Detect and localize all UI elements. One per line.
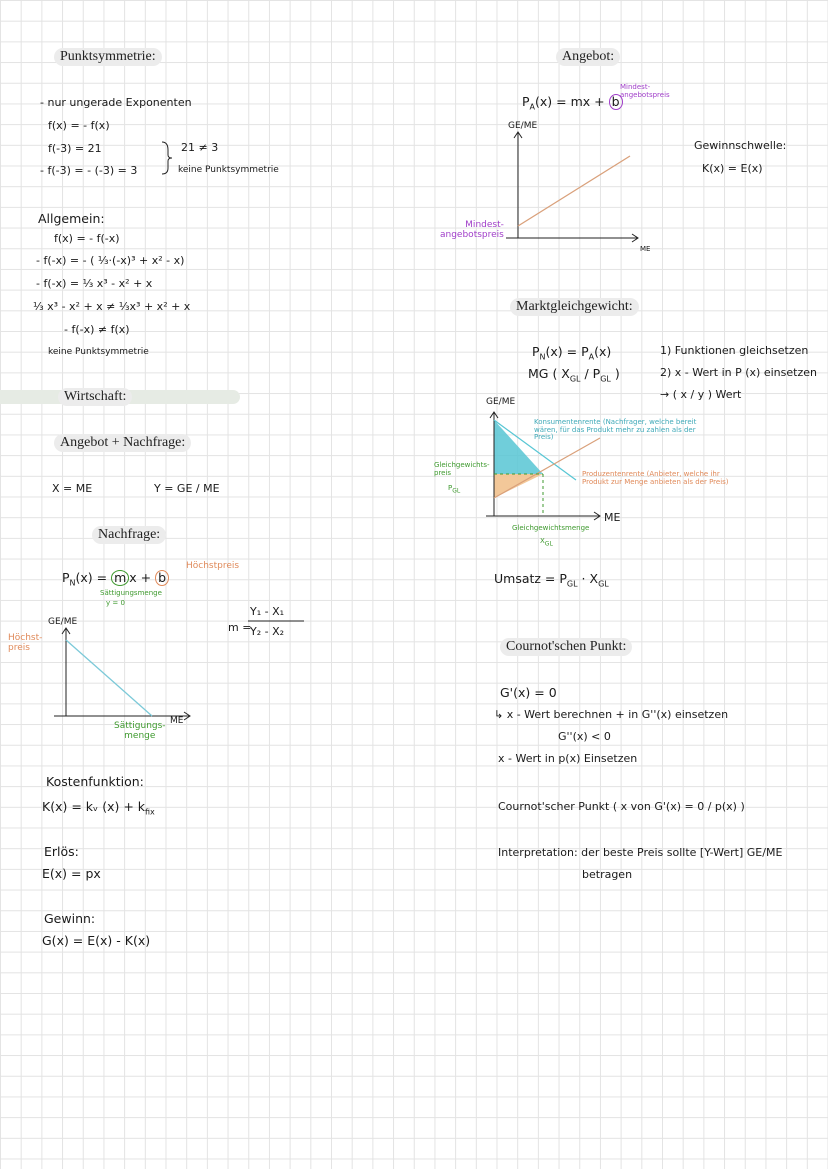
ps-result: keine Punktsymmetrie	[178, 165, 279, 175]
umsatz-formula: Umsatz = $P_{GL} \cdot X_{GL}$	[494, 571, 609, 589]
nachfrage-axis-x: ME	[170, 716, 184, 726]
wirtschaft-title: Wirtschaft:	[58, 388, 132, 406]
angebot-chart	[500, 130, 650, 245]
ps-line-4: - f(-3) = - (-3) = 3	[40, 164, 138, 177]
ps-inequality: 21 ≠ 3	[181, 141, 219, 154]
hoechstpreis-note: Höchstpreis	[186, 561, 240, 571]
cournot-line-6: Interpretation: der beste Preis sollte [Y-Wert] GE/ME	[498, 847, 783, 859]
step-2: 2) x - Wert in P (x) einsetzen	[660, 367, 817, 379]
m-formula-den: Y₂ - X₂	[250, 625, 285, 638]
cournot-line-2: ↳ x - Wert berechnen + in G''(x) einsetzen	[494, 708, 729, 721]
gewinn-formula: G(x) = E(x) - K(x)	[42, 933, 151, 948]
mindest-top-note: Mindest- angebotspreis	[620, 83, 670, 99]
hoechst-label: Höchst- preis	[8, 633, 43, 653]
step-3: → ( x / y ) Wert	[660, 388, 742, 401]
cournot-line-5: Cournot'scher Punkt ( x von G'(x) = 0 / p(x) )	[498, 800, 745, 813]
kosten-title: Kostenfunktion:	[46, 774, 144, 789]
gewinnschwelle-title: Gewinnschwelle:	[694, 139, 787, 152]
produzentenrente-note: Produzentenrente (Anbieter, welche ihr Produkt zur Menge anbieten als der Preis)	[582, 470, 729, 486]
allg-line-4: ⅓ x³ - x² + x ≠ ⅓x³ + x² + x	[33, 300, 191, 313]
mgg-eq-2: MG ( $X_{GL} / P_{GL}$ )	[528, 366, 620, 384]
erloes-formula: E(x) = px	[42, 866, 101, 881]
mgg-eq-1: $P_N(x) = P_A(x)$	[532, 344, 612, 362]
nachfrage-title: Nachfrage:	[92, 526, 166, 544]
pgl-label: $P_{GL}$	[448, 484, 461, 495]
nachfrage-axis-y: GE/ME	[48, 617, 78, 627]
brace-icon	[160, 140, 174, 176]
ps-line-2: f(x) = - f(x)	[48, 119, 110, 132]
mgg-axis-x: ME	[604, 511, 621, 524]
allg-line-6: keine Punktsymmetrie	[48, 347, 149, 357]
punktsymmetrie-title: Punktsymmetrie:	[54, 48, 162, 66]
angebot-formula: $P_A(x)$ = mx + b	[522, 94, 623, 112]
m-fraction-bar	[248, 620, 308, 623]
saettigungsmenge-note: Sättigungsmenge	[100, 589, 162, 597]
ps-line-1: - nur ungerade Exponenten	[40, 96, 192, 109]
gewinn-title: Gewinn:	[44, 911, 96, 926]
cournot-line-7: betragen	[582, 868, 633, 881]
cournot-line-4: x - Wert in p(x) Einsetzen	[498, 752, 638, 765]
allg-line-1: f(x) = - f(-x)	[54, 232, 120, 245]
angebot-axis-x: ME	[640, 245, 651, 253]
angebot-title: Angebot:	[556, 48, 620, 66]
cournot-title: Cournot'schen Punkt:	[500, 638, 632, 656]
angebot-axis-y: GE/ME	[508, 121, 538, 131]
m-formula-lhs: m =	[228, 621, 252, 634]
konsumentenrente-note: Konsumentenrente (Nachfrager, welche bereit wären, für das Produkt mehr zu zahlen als der Preis)	[534, 418, 697, 442]
step-1: 1) Funktionen gleichsetzen	[660, 344, 809, 357]
ps-line-3: f(-3) = 21	[48, 142, 102, 155]
x-me: X = ME	[52, 482, 93, 495]
cournot-line-3: G''(x) < 0	[558, 730, 611, 743]
erloes-title: Erlös:	[44, 844, 79, 859]
mindest-left-label: Mindest- angebotspreis	[440, 220, 504, 240]
saett-label: Sättigungs- menge	[114, 721, 166, 741]
angebot-nachfrage-title: Angebot + Nachfrage:	[54, 434, 191, 452]
mgg-axis-y: GE/ME	[486, 397, 516, 407]
gleichgewichtsmenge-label: Gleichgewichtsmenge	[512, 524, 590, 532]
gleichgewichtspreis-label: Gleichgewichts- preis	[434, 461, 490, 477]
allg-line-2: - f(-x) = - ( ⅓·(-x)³ + x² - x)	[36, 254, 185, 267]
marktgleichgewicht-title: Marktgleichgewicht:	[510, 298, 639, 316]
nachfrage-formula: $P_N(x) = m$ x + b	[62, 570, 169, 588]
cournot-line-1: G'(x) = 0	[500, 685, 557, 700]
allg-line-5: - f(-x) ≠ f(x)	[64, 323, 130, 336]
m-formula-num: Y₁ - X₁	[250, 605, 285, 618]
allg-line-3: - f(-x) = ⅓ x³ - x² + x	[36, 277, 153, 290]
y-zero-note: y = 0	[106, 599, 125, 607]
y-geme: Y = GE / ME	[154, 482, 220, 495]
xgl-label: $X_{GL}$	[540, 537, 553, 548]
allgemein-title: Allgemein:	[38, 211, 105, 226]
kosten-formula: K(x) = kᵥ $(x) + k_{fix}$	[42, 799, 155, 817]
gewinnschwelle-eq: K(x) = E(x)	[702, 162, 763, 175]
